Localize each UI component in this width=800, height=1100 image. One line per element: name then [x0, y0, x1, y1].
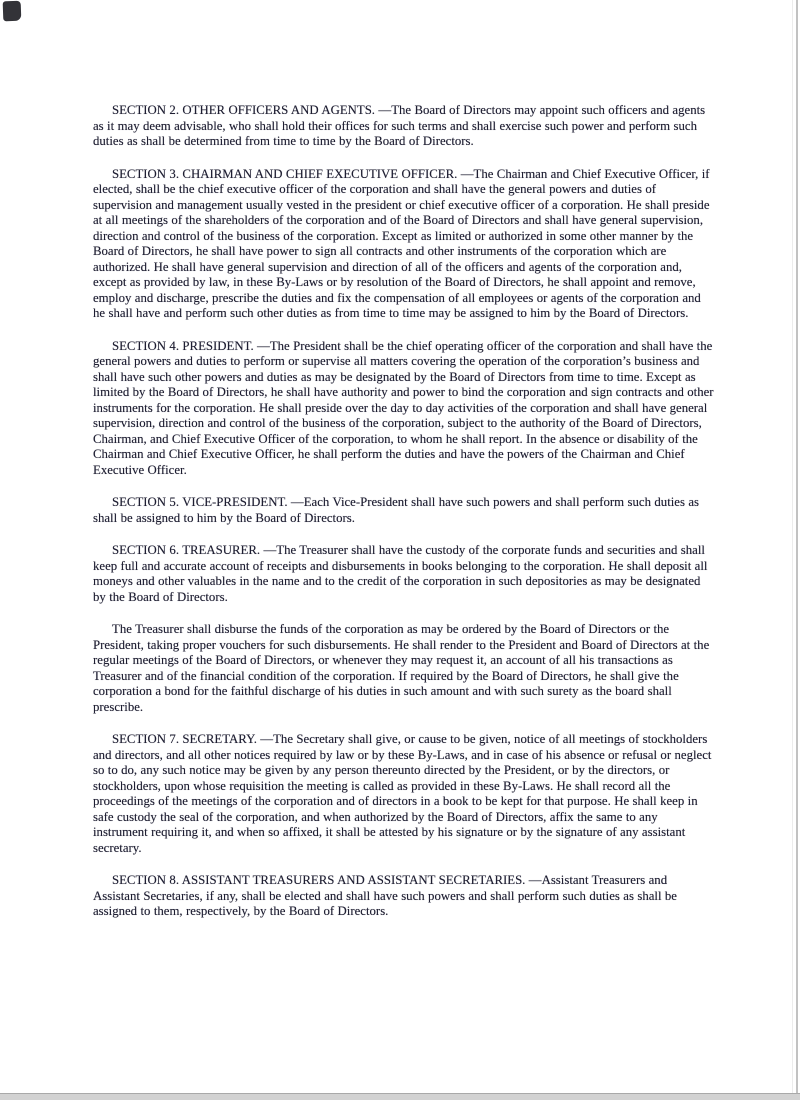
paragraph-section-4: SECTION 4. PRESIDENT. —The President shall be the chief operating officer of the corporation and shall have the general powers and duties to perform or supervise all matters covering the operation of the corporation’s business and shall have such other powers and duties as may be designated by the Board of Directors from time to time. Except as limited by the Board of Directors, he shall have authority and power to bind the corporation and sign contracts and other instruments for the corporation. He shall preside over the day to day activities of the corporation and shall have general supervision, direction and control of the business of the corporation, subject to the authority of the Board of Directors, Chairman, and Chief Executive Officer of the corporation, to whom he shall report. In the absence or disability of the Chairman and Chief Executive Officer, he shall perform the duties and have the powers of the Chairman and Chief Executive Officer. [93, 338, 714, 477]
paragraph-section-5: SECTION 5. VICE-PRESIDENT. —Each Vice-President shall have such powers and shall perform such duties as shall be assigned to him by the Board of Directors. [93, 495, 700, 525]
paragraph-section-6: SECTION 6. TREASURER. —The Treasurer shall have the custody of the corporate funds and securities and shall keep full and accurate account of receipts and disbursements in books belonging to the corporation. He shall deposit all moneys and other valuables in the name and to the credit of the corporation in such depositories as may be designated by the Board of Directors. [93, 543, 708, 604]
scan-artifact-corner-mark [3, 1, 22, 22]
document-body [93, 103, 714, 937]
paragraph-section-7: SECTION 7. SECRETARY. —The Secretary shall give, or cause to be given, notice of all meetings of stockholders and directors, and all other notices required by law or by these By-Laws, and in case of his absence or refusal or neglect so to do, any such notice may be given by any person thereunto directed by the President, or by the directors, or stockholders, upon whose requisition the meeting is called as provided in these By-Laws. He shall record all the proceedings of the meetings of the corporation and of directors in a book to be kept for that purpose. He shall keep in safe custody the seal of the corporation, and when authorized by the Board of Directors, affix the same to any instrument requiring it, and when so affixed, it shall be attested by his signature or by the signature of any assistant secretary. [93, 732, 712, 855]
page-edge-bottom [0, 1093, 800, 1100]
paragraph-section-2: SECTION 2. OTHER OFFICERS AND AGENTS. —The Board of Directors may appoint such officers and agents as it may deem advisable, who shall hold their offices for such terms and shall exercise such power and perform such duties as shall be determined from time to time by the Board of Directors. [93, 103, 706, 148]
page-edge-right-inner [792, 0, 793, 1095]
paragraph-section-8: SECTION 8. ASSISTANT TREASURERS AND ASSISTANT SECRETARIES. —Assistant Treasurers and Assistant Secretaries, if any, shall be elected and shall have such powers and shall perform such duties as shall be assigned to them, respectively, by the Board of Directors. [93, 873, 677, 918]
page-edge-right-outer [796, 0, 798, 1095]
paragraph-section-6-continued: The Treasurer shall disburse the funds of the corporation as may be ordered by the Board of Directors or the President, taking proper vouchers for such disbursements. He shall render to the President and Board of Directors at the regular meetings of the Board of Directors, or whenever they may request it, an account of all his transactions as Treasurer and of the financial condition of the corporation. If required by the Board of Directors, he shall give the corporation a bond for the faithful discharge of his duties in such amount and with such surety as the board shall prescribe. [93, 622, 710, 714]
paragraph-section-3: SECTION 3. CHAIRMAN AND CHIEF EXECUTIVE OFFICER. —The Chairman and Chief Executive Officer, if elected, shall be the chief executive officer of the corporation and shall have the general powers and duties of supervision and management usually vested in the president or chief executive officer of a corporation. He shall preside at all meetings of the shareholders of the corporation and of the Board of Directors and shall have general supervision, direction and control of the business of the corporation. Except as limited or authorized in some other manner by the Board of Directors, he shall have power to sign all contracts and other instruments of the corporation which are authorized. He shall have general supervision and direction of all of the officers and agents of the corporation and, except as provided by law, in these By-Laws or by resolution of the Board of Directors, he shall appoint and remove, employ and discharge, prescribe the duties and fix the compensation of all employees or agents of the corporation and he shall have and perform such other duties as from time to time may be assigned to him by the Board of Directors. [93, 166, 710, 320]
